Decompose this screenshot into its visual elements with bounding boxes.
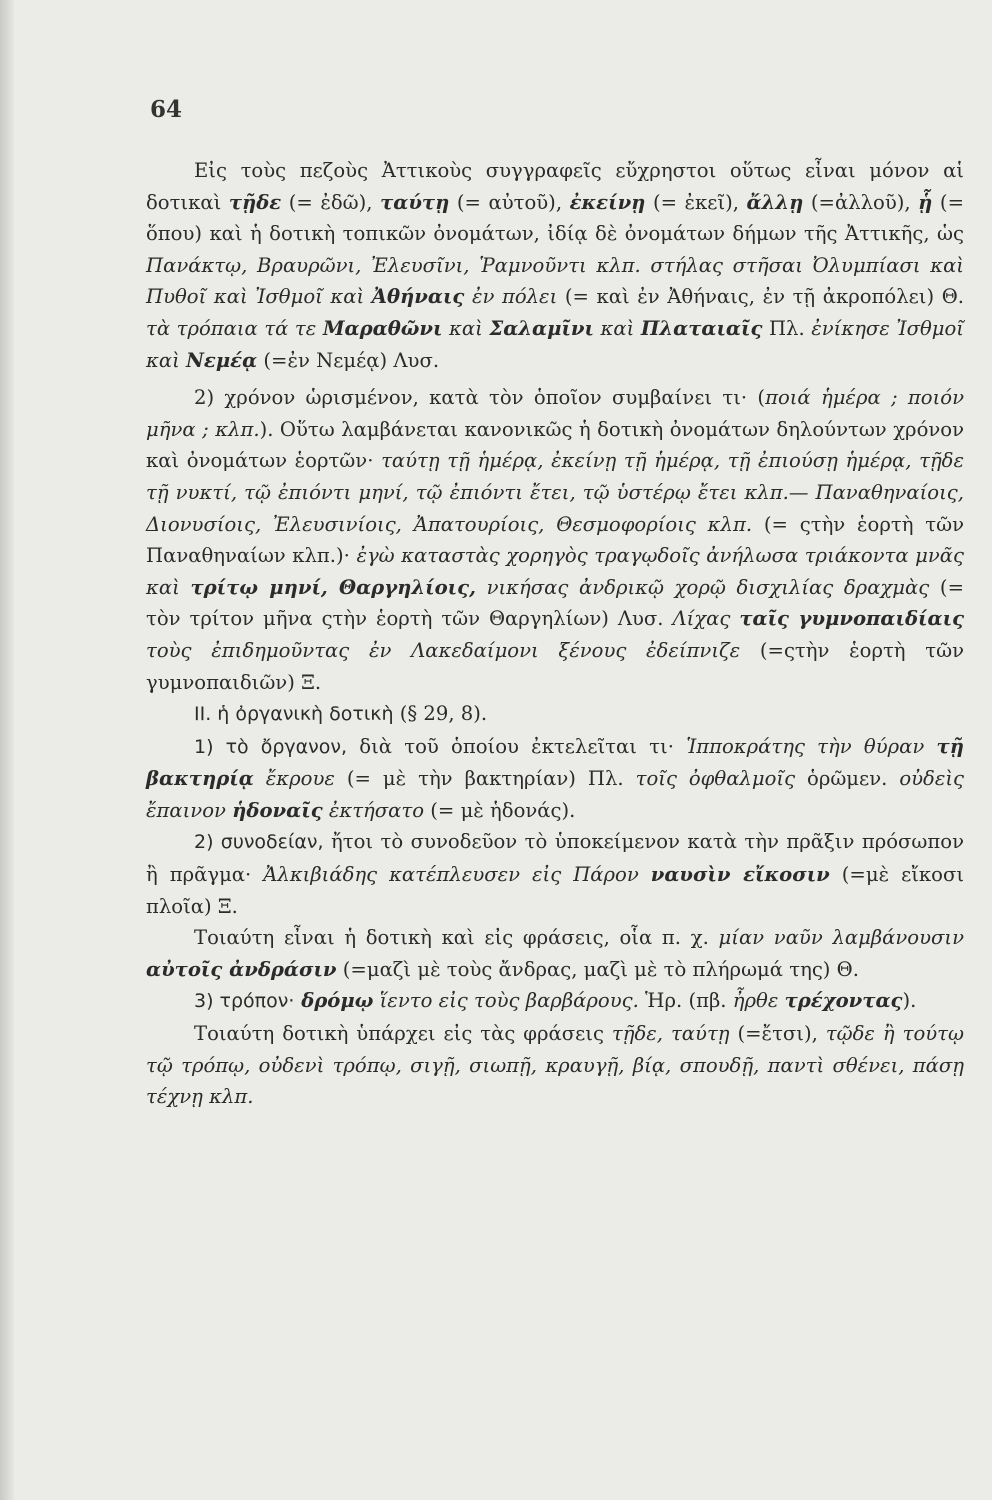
paragraph-accompaniment-phrases: Τοιαύτη εἶναι ἡ δοτικὴ καὶ εἰς φράσεις, οἷα π. χ. μίαν ναῦν λαμβάνουσιν αὐτοῖς ἀνδράσιν (=μαζὶ μὲ τοὺς ἄνδρας, μαζὶ μὲ τὸ πλήρωμά της) Θ.	[146, 926, 964, 981]
paragraph-temporal-dative: 2) χρόνον ὡρισμένον, κατὰ τὸν ὁποῖον συμβαίνει τι· (ποιά ἡμέρα ; ποιόν μῆνα ; κλπ.). Οὕτω λαμβάνεται κανονικῶς ἡ δοτικὴ ὀνομάτων δηλούντων χρόνον καὶ ὀνομάτων ἑορτῶν· ταύτῃ τῇ ἡμέρᾳ, ἐκείνῃ τῇ ἡμέρᾳ, τῇ ἐπιούσῃ ἡμέρᾳ, τῇδε τῇ νυκτί, τῷ ἐπιόντι μηνί, τῷ ἐπιόντι ἔτει, τῷ ὑστέρῳ ἔτει κλπ.— Παναθηναίοις, Διονυσίοις, Ἐλευσινίοις, Ἀπατουρίοις, Θεσμοφορίοις κλπ. (= ςτὴν ἑορτὴ τῶν Παναθηναίων κλπ.)· ἐγὼ καταστὰς χορηγὸς τραγῳδοῖς ἀνήλωσα τριάκοντα μνᾶς καὶ τρίτῳ μηνί, Θαργηλίοις, νικήσας ἀνδρικῷ χορῷ δισχιλίας δραχμὰς (= τὸν τρίτον μῆνα ςτὴν ἑορτὴ τῶν Θαργηλίων) Λυσ. Λίχας ταῖς γυμνοπαιδίαις τοὺς ἐπιδημοῦντας ἐν Λακεδαίμονι ξένους ἐδείπνιζε (=ςτὴν ἑορτὴ τῶν γυμνοπαιδιῶν) Ξ.	[146, 386, 965, 694]
page-edge	[0, 0, 14, 1500]
section-heading-instrumental-dative: ΙΙ. ἡ ὀργανικὴ δοτικὴ (§ 29, 8).	[194, 702, 488, 726]
page-body	[146, 155, 964, 1113]
page-number: 64	[150, 96, 183, 123]
paragraph-locative-dative: Εἰς τοὺς πεζοὺς Ἀττικοὺς συγγραφεῖς εὔχρηστοι οὕτως εἶναι μόνον αἱ δοτικαὶ τῇδε (= ἐδῶ), ταύτῃ (= αὐτοῦ), ἐκείνῃ (= ἐκεῖ), ἄλλῃ (=ἀλλοῦ), ᾗ (= ὅπου) καὶ ἡ δοτικὴ τοπικῶν ὀνομάτων, ἰδίᾳ δὲ ὀνομάτων δήμων τῆς Ἀττικῆς, ὡς Πανάκτῳ, Βραυρῶνι, Ἐλευσῖνι, Ῥαμνοῦντι κλπ. στήλας στῆσαι Ὀλυμπίασι καὶ Πυθοῖ καὶ Ἰσθμοῖ καὶ Ἀθήναις ἐν πόλει (= καὶ ἐν Ἀθήναις, ἐν τῇ ἀκροπόλει) Θ. τὰ τρόπαια τά τε Μαραθῶνι καὶ Σαλαμῖνι καὶ Πλαταιαῖς Πλ. ἐνίκησε Ἰσθμοῖ καὶ Νεμέᾳ (=ἐν Νεμέᾳ) Λυσ.	[146, 159, 964, 372]
paragraph-accompaniment: 2) συνοδείαν, ἤτοι τὸ συνοδεῦον τὸ ὑποκείμενον κατὰ τὴν πρᾶξιν πρόσωπον ἢ πρᾶγμα· Ἀλκιβιάδης κατέπλευσεν εἰς Πάρον ναυσὶν εἴκοσιν (=μὲ εἴκοσι πλοῖα) Ξ.	[146, 830, 964, 918]
paragraph-manner: 3) τρόπον· δρόμῳ ἵεντο εἰς τοὺς βαρβάρους. Ἡρ. (πβ. ἦρθε τρέχοντας).	[194, 989, 917, 1013]
paragraph-manner-phrases: Τοιαύτη δοτικὴ ὑπάρχει εἰς τὰς φράσεις τῇδε, ταύτῃ (=ἔτσι), τῷδε ἢ τούτῳ τῷ τρόπῳ, οὐδενὶ τρόπῳ, σιγῇ, σιωπῇ, κραυγῇ, βίᾳ, σπουδῇ, παντὶ σθένει, πάσῃ τέχνῃ κλπ.	[146, 1022, 964, 1109]
paragraph-instrument: 1) τὸ ὄργανον, διὰ τοῦ ὁποίου ἐκτελεῖται τι· Ἱπποκράτης τὴν θύραν τῇ βακτηρίᾳ ἔκρουε (= μὲ τὴν βακτηρίαν) Πλ. τοῖς ὀφθαλμοῖς ὁρῶμεν. οὐδεὶς ἔπαινον ἡδοναῖς ἐκτήσατο (= μὲ ἡδονάς).	[146, 734, 964, 822]
